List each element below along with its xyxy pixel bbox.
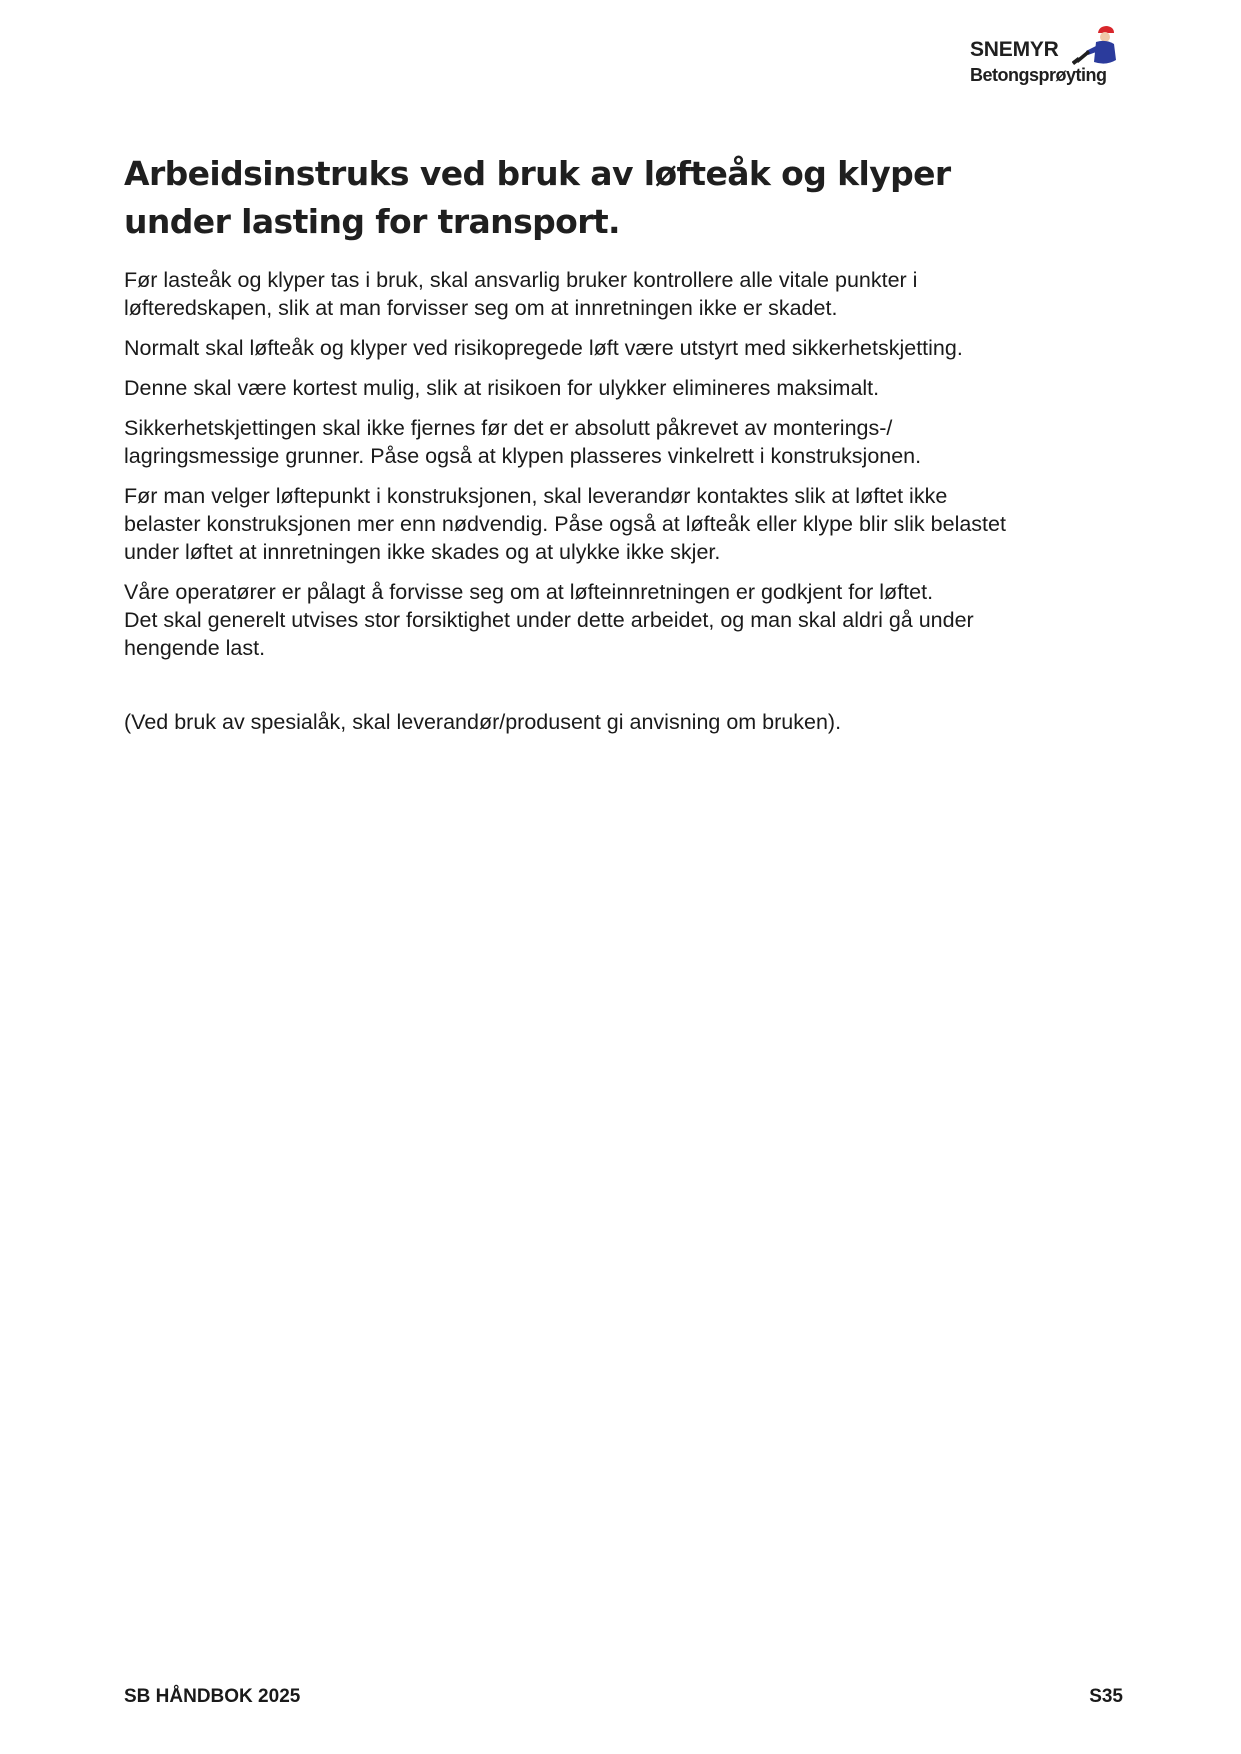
paragraph-line: Før man velger løftepunkt i konstruksjonen, skal leverandør kontaktes slik at løftet ikke <box>124 484 948 508</box>
paragraph-line: Før lasteåk og klyper tas i bruk, skal ansvarlig bruker kontrollere alle vitale punkter i <box>124 268 918 292</box>
paragraph-line: Sikkerhetskjettingen skal ikke fjernes før det er absolutt påkrevet av monterings-/ <box>124 416 893 440</box>
paragraph-chain-length <box>124 374 1134 402</box>
paragraph-special-yoke-note <box>124 708 1134 736</box>
footer-page-number: S35 <box>1089 1686 1123 1707</box>
paragraph-line: Det skal generelt utvises stor forsiktighet under dette arbeidet, og man skal aldri gå under <box>124 608 974 632</box>
page-title-line-2: under lasting for transport. <box>124 202 620 241</box>
instruction-body <box>124 266 1134 748</box>
paragraph-inspection <box>124 266 1134 322</box>
paragraph-line: løfteredskapen, slik at man forvisser seg om at innretningen ikke er skadet. <box>124 296 838 320</box>
page-title <box>124 150 1124 246</box>
logo-name: SNEMYR <box>970 38 1059 61</box>
paragraph-operators <box>124 578 1134 662</box>
paragraph-lift-point <box>124 482 1134 566</box>
logo-tagline: Betongsprøyting <box>970 65 1107 85</box>
worker-spraying-icon <box>1072 26 1120 68</box>
paragraph-line: lagringsmessige grunner. Påse også at klypen plasseres vinkelrett i konstruksjonen. <box>124 444 922 468</box>
paragraph-line: belaster konstruksjonen mer enn nødvendig. Påse også at løfteåk eller klype blir slik belastet <box>124 512 1006 536</box>
paragraph-line: under løftet at innretningen ikke skades og at ulykke ikke skjer. <box>124 540 721 564</box>
paragraph-line: hengende last. <box>124 636 266 660</box>
page-title-line-1: Arbeidsinstruks ved bruk av løfteåk og klyper <box>124 154 951 193</box>
paragraph-safety-chain <box>124 334 1134 362</box>
company-logo <box>970 26 1130 96</box>
paragraph-line: Normalt skal løfteåk og klyper ved risikopregede løft være utstyrt med sikkerhetskjetting. <box>124 336 963 360</box>
paragraph-line: Denne skal være kortest mulig, slik at risikoen for ulykker elimineres maksimalt. <box>124 376 880 400</box>
paragraph-line: Våre operatører er pålagt å forvisse seg om at løfteinnretningen er godkjent for løftet. <box>124 580 934 604</box>
footer-handbook-title: SB HÅNDBOK 2025 <box>124 1686 301 1707</box>
paragraph-line: (Ved bruk av spesialåk, skal leverandør/produsent gi anvisning om bruken). <box>124 710 842 734</box>
paragraph-chain-removal <box>124 414 1134 470</box>
